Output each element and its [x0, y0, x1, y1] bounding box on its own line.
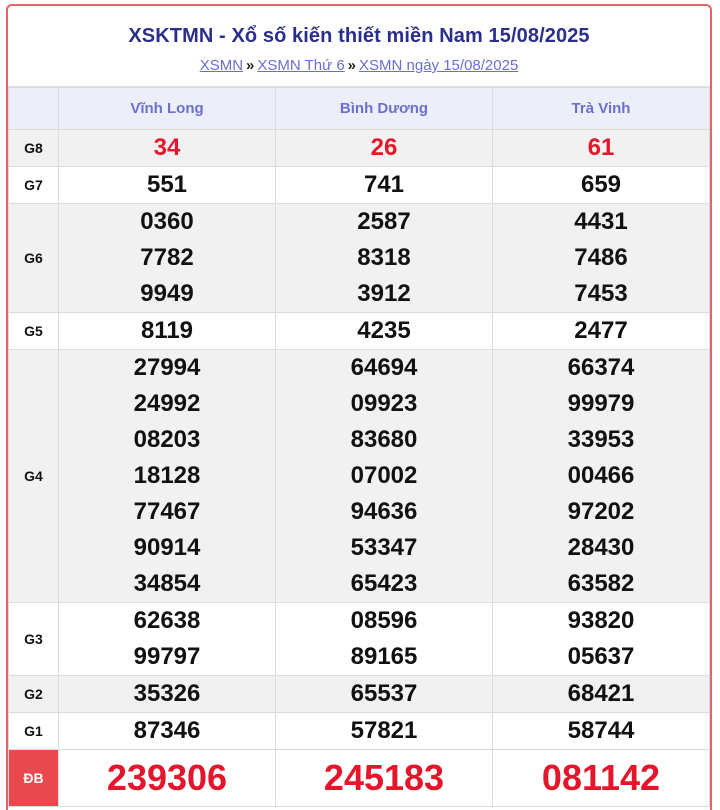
table-row [9, 350, 710, 603]
prize-label-db: ĐB [9, 750, 59, 807]
prize-number: 2587 [357, 208, 411, 235]
prize-label-g7: G7 [9, 167, 59, 204]
prize-cell [493, 603, 710, 676]
prize-number: 62638 [133, 607, 201, 634]
prize-cell [493, 750, 710, 807]
prize-number: 09923 [350, 390, 418, 417]
prize-number: 28430 [567, 534, 635, 561]
prize-cell [59, 676, 276, 713]
province-header-tra-vinh[interactable]: Trà Vinh [493, 88, 710, 130]
prize-number: 4431 [574, 208, 628, 235]
prize-cell [493, 713, 710, 750]
prize-cell [276, 750, 493, 807]
prize-label-g8: G8 [9, 130, 59, 167]
prize-cell [493, 167, 710, 204]
corner-cell [9, 88, 59, 130]
prize-number: 2477 [574, 317, 628, 344]
prize-cell [59, 350, 276, 603]
prize-cell [276, 350, 493, 603]
table-row [9, 167, 710, 204]
table-row [9, 313, 710, 350]
prize-cell [493, 204, 710, 313]
prize-label-g4: G4 [9, 350, 59, 603]
prize-number: 659 [580, 171, 622, 198]
prize-number: 35326 [133, 680, 201, 707]
prize-number: 65423 [350, 570, 418, 597]
prize-number: 87346 [133, 717, 201, 744]
prize-number: 61 [587, 134, 615, 161]
prize-number: 77467 [133, 498, 201, 525]
prize-number: 27994 [133, 354, 201, 381]
prize-number: 24992 [133, 390, 201, 417]
breadcrumb [8, 57, 710, 74]
prize-number: 57821 [350, 717, 418, 744]
prize-number: 34 [153, 134, 181, 161]
table-row [9, 750, 710, 807]
prize-number: 99979 [567, 390, 635, 417]
prize-number: 07002 [350, 462, 418, 489]
prize-number: 97202 [567, 498, 635, 525]
results-card [6, 4, 712, 810]
prize-number: 83680 [350, 426, 418, 453]
prize-number: 245183 [323, 757, 445, 798]
prize-number: 7782 [140, 244, 194, 271]
prize-number: 08203 [133, 426, 201, 453]
province-header-binh-duong[interactable]: Bình Dương [276, 88, 493, 130]
prize-number: 551 [146, 171, 188, 198]
prize-number: 081142 [541, 757, 661, 798]
prize-cell [59, 204, 276, 313]
prize-number: 99797 [133, 643, 201, 670]
prize-number: 3912 [357, 280, 411, 307]
prize-number: 66374 [567, 354, 635, 381]
table-row [9, 713, 710, 750]
prize-cell [276, 130, 493, 167]
results-header [8, 6, 710, 87]
table-header-row [9, 88, 710, 130]
prize-number: 89165 [350, 643, 418, 670]
prize-cell [276, 204, 493, 313]
prize-cell [493, 130, 710, 167]
prize-cell [59, 713, 276, 750]
prize-number: 53347 [350, 534, 418, 561]
results-table [8, 87, 710, 807]
prize-label-g3: G3 [9, 603, 59, 676]
prize-cell [276, 167, 493, 204]
prize-number: 0360 [140, 208, 194, 235]
province-header-vinh-long[interactable]: Vĩnh Long [59, 88, 276, 130]
prize-number: 65537 [350, 680, 418, 707]
prize-number: 7486 [574, 244, 628, 271]
prize-number: 58744 [567, 717, 635, 744]
prize-cell [276, 713, 493, 750]
prize-cell [493, 676, 710, 713]
prize-number: 741 [363, 171, 405, 198]
prize-number: 8318 [357, 244, 411, 271]
prize-cell [493, 350, 710, 603]
prize-cell [59, 313, 276, 350]
breadcrumb-xsmn-date[interactable]: XSMN ngày 15/08/2025 [359, 57, 519, 74]
prize-label-g2: G2 [9, 676, 59, 713]
prize-label-g6: G6 [9, 204, 59, 313]
prize-number: 26 [370, 134, 398, 161]
prize-number: 93820 [567, 607, 635, 634]
prize-number: 08596 [350, 607, 418, 634]
prize-number: 63582 [567, 570, 635, 597]
prize-cell [59, 750, 276, 807]
prize-cell [493, 313, 710, 350]
prize-cell [276, 676, 493, 713]
prize-cell [276, 603, 493, 676]
table-row [9, 603, 710, 676]
table-row [9, 676, 710, 713]
prize-number: 64694 [350, 354, 418, 381]
prize-label-g1: G1 [9, 713, 59, 750]
breadcrumb-separator: » [246, 57, 255, 74]
prize-number: 7453 [574, 280, 628, 307]
prize-number: 9949 [140, 280, 194, 307]
prize-cell [59, 130, 276, 167]
prize-number: 90914 [133, 534, 201, 561]
page-title: XSKTMN - Xổ số kiến thiết miền Nam 15/08/2025 [128, 25, 590, 47]
breadcrumb-xsmn[interactable]: XSMN [199, 57, 244, 74]
prize-label-g5: G5 [9, 313, 59, 350]
prize-number: 33953 [567, 426, 635, 453]
table-row [9, 130, 710, 167]
prize-number: 34854 [133, 570, 201, 597]
prize-number: 239306 [106, 757, 228, 798]
prize-number: 8119 [140, 317, 194, 344]
prize-number: 94636 [350, 498, 418, 525]
breadcrumb-xsmn-thu6[interactable]: XSMN Thứ 6 [257, 57, 345, 74]
prize-number: 4235 [357, 317, 411, 344]
prize-cell [59, 167, 276, 204]
prize-cell [59, 603, 276, 676]
table-row [9, 204, 710, 313]
prize-number: 00466 [567, 462, 635, 489]
prize-number: 18128 [133, 462, 201, 489]
breadcrumb-separator: » [347, 57, 357, 74]
prize-cell [276, 313, 493, 350]
prize-number: 05637 [567, 643, 635, 670]
prize-number: 68421 [567, 680, 635, 707]
